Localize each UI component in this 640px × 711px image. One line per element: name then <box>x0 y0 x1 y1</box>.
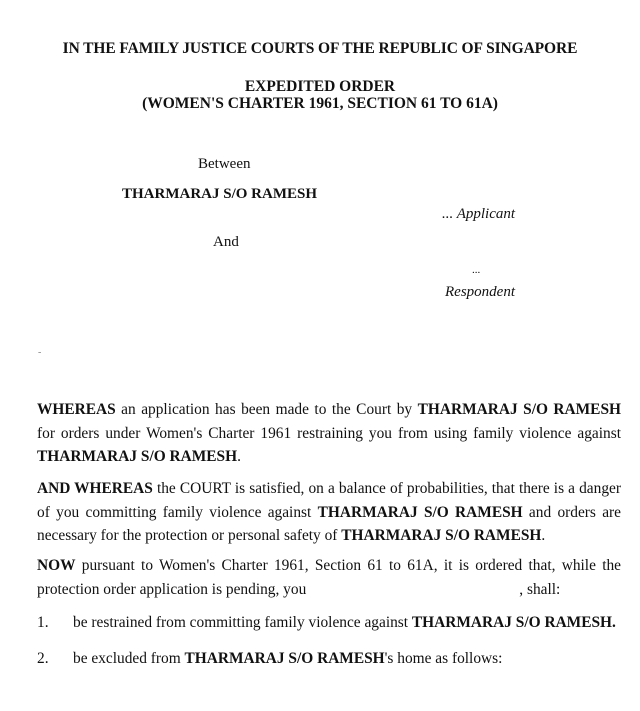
and-whereas-lead: AND WHEREAS <box>37 480 153 497</box>
order-text: be restrained from committing family violence against <box>73 614 412 631</box>
p1-text-1: an application has been made to the Court by <box>115 401 418 418</box>
order-applicant-name: THARMARAJ S/O RAMESH <box>184 650 385 667</box>
order-number: 2. <box>37 650 49 667</box>
order-applicant-name: THARMARAJ S/O RAMESH. <box>411 614 616 631</box>
between-label: Between <box>198 156 251 172</box>
p1-applicant-name-2: THARMARAJ S/O RAMESH <box>37 448 238 465</box>
p3-text-2: , shall: <box>519 580 561 598</box>
p2-text-2: and orders are necessary for the protection or personal safety of <box>37 503 622 544</box>
court-heading: IN THE FAMILY JUSTICE COURTS OF THE REPUBLIC OF SINGAPORE <box>62 40 578 57</box>
whereas-lead: WHEREAS <box>37 401 116 418</box>
p3-text-1: pursuant to Women's Charter 1961, Section 61 to 61A, it is ordered that, while the protection order application is pending, you <box>37 557 621 598</box>
p1-applicant-name-1: THARMARAJ S/O RAMESH <box>417 401 621 418</box>
stray-mark: - <box>38 347 42 358</box>
now-lead: NOW <box>37 557 76 574</box>
applicant-role: ... Applicant <box>442 206 516 222</box>
p2-applicant-name-1: THARMARAJ S/O RAMESH <box>317 503 523 521</box>
p2-text-3: . <box>541 527 546 544</box>
order-number: 1. <box>37 614 49 631</box>
p1-text-3: . <box>237 448 241 465</box>
p1-text-2: for orders under Women's Charter 1961 restraining you from using family violence against <box>37 424 621 442</box>
and-label: And <box>213 234 239 250</box>
order-suffix: 's home as follows: <box>384 650 503 667</box>
and-whereas-paragraph <box>37 477 621 548</box>
p2-text-1: the COURT is satisfied, on a balance of probabilities, that there is a danger of you committing family violence against <box>37 480 621 521</box>
respondent-dots: ... <box>472 264 481 276</box>
order-item <box>37 614 616 632</box>
respondent-role: Respondent <box>445 284 515 300</box>
applicant-name: THARMARAJ S/O RAMESH <box>122 186 318 202</box>
order-text: be excluded from <box>73 650 185 667</box>
order-item <box>37 650 502 668</box>
order-subtitle: (WOMEN'S CHARTER 1961, SECTION 61 TO 61A) <box>142 95 498 112</box>
whereas-paragraph <box>37 398 621 469</box>
order-title: EXPEDITED ORDER <box>244 78 396 95</box>
p2-applicant-name-2: THARMARAJ S/O RAMESH <box>341 527 542 544</box>
now-paragraph <box>37 554 621 601</box>
